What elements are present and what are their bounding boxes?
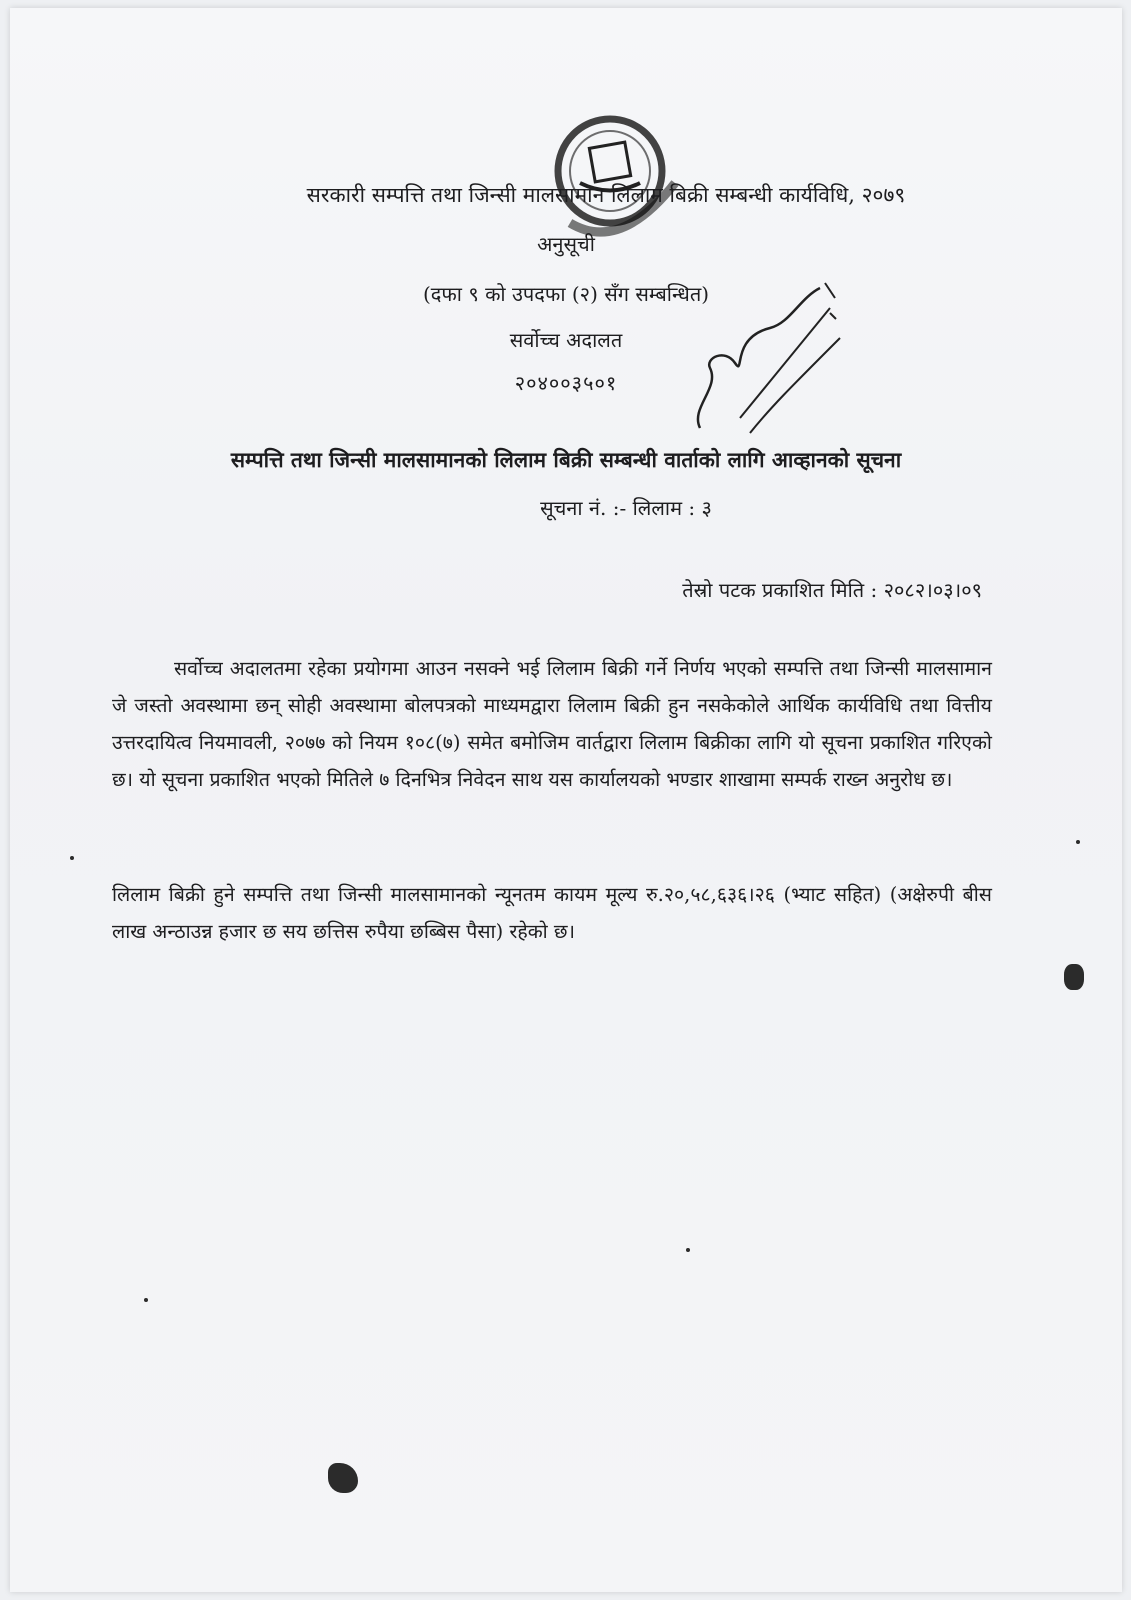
scan-speck <box>1064 964 1084 990</box>
notice-paragraph-2: लिलाम बिक्री हुने सम्पत्ति तथा जिन्सी मालसामानको न्यूनतम कायम मूल्य रु.२०,५८,६३६।२६ (भ्याट सहित) (अक्षेरुपी बीस लाख अन्ठाउन्न हजार छ सय छत्तिस रुपैया छब्बिस पैसा) रहेको छ। <box>112 883 992 943</box>
scan-speck <box>70 856 74 860</box>
notice-title: सम्पत्ति तथा जिन्सी मालसामानको लिलाम बिक्री सम्बन्धी वार्ताको लागि आव्हानको सूचना <box>230 447 902 472</box>
notice-paragraph-1: सर्वोच्च अदालतमा रहेका प्रयोगमा आउन नसक्ने भई लिलाम बिक्री गर्ने निर्णय भएको सम्पत्ति तथा जिन्सी मालसामान जे जस्तो अवस्थामा छन् सोही अवस्थामा बोलपत्रको माध्यमद्वारा लिलाम बिक्री हुन नसकेकोले आर्थिक कार्यविधि तथा वित्तीय उत्तरदायित्व नियमावली, २०७७ को नियम १०८(७) समेत बमोजिम वार्तद्वारा लिलाम बिक्रीका लागि यो सूचना प्रकाशित गरिएको छ। यो सूचना प्रकाशित भएको मितिले ७ दिनभित्र निवेदन साथ यस कार्यालयको भण्डार शाखामा सम्पर्क राख्न अनुरोध छ। <box>112 657 992 791</box>
notice-number: सूचना नं. :- लिलाम : ३ <box>540 496 712 520</box>
scan-speck <box>1076 840 1080 844</box>
office-name: सर्वोच्च अदालत <box>509 328 623 352</box>
document-page <box>10 8 1122 1592</box>
scan-speck <box>686 1248 690 1252</box>
published-date: तेस्रो पटक प्रकाशित मिति : २०८२।०३।०९ <box>682 578 982 602</box>
schedule-label: अनुसूची <box>537 232 595 256</box>
scan-speck <box>328 1463 358 1493</box>
section-reference: (दफा ९ को उपदफा (२) सँग सम्बन्धित) <box>422 282 710 306</box>
rule-title: सरकारी सम्पत्ति तथा जिन्सी मालसामान लिलाम बिक्री सम्बन्धी कार्यविधि, २०७९ <box>306 183 906 207</box>
scan-speck <box>144 1298 148 1302</box>
office-code: २०४००३५०१ <box>514 371 618 395</box>
handwritten-signature <box>680 268 850 448</box>
